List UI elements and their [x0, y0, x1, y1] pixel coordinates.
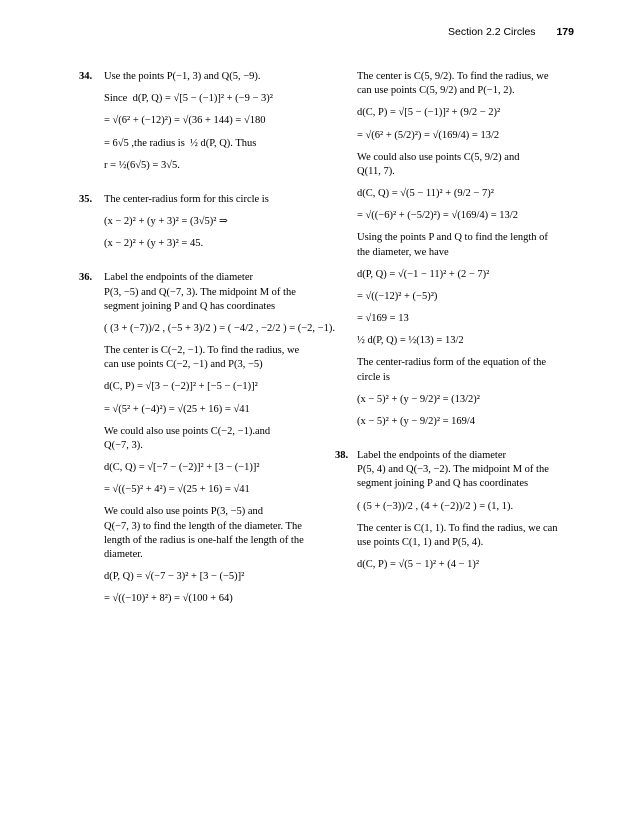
math-line: = √(5² + (−4)²) = √(25 + 16) = √41: [104, 403, 250, 415]
problem-text: The center-radius form for this circle is: [104, 193, 269, 205]
math-line: = 6√5 ,the radius is ½ d(P, Q). Thus: [104, 137, 257, 149]
problem-number: 38.: [335, 450, 349, 462]
math-line: d(P, Q) = √(−7 − 3)² + [3 − (−5)]²: [104, 571, 245, 583]
problem-block: [357, 70, 587, 429]
math-line: We could also use points C(−2, −1).and Q(−7, 3).: [104, 425, 271, 451]
math-line: = √((−6)² + (−5/2)²) = √(169/4) = 13/2: [357, 210, 518, 222]
problem-text: Label the endpoints of the diameter P(3, −5) and Q(−7, 3). The midpoint M of the segment joining P and Q has coordinates: [104, 272, 296, 312]
problem-text: The center is C(5, 9/2). To find the radius, we can use points C(5, 9/2) and P(−1, 2).: [357, 71, 549, 97]
math-line: = √((−12)² + (−5)²): [357, 290, 438, 302]
problem-number: 36.: [79, 272, 93, 284]
math-line: ½ d(P, Q) = ½(13) = 13/2: [357, 335, 464, 347]
math-line: The center is C(−2, −1). To find the radius, we can use points C(−2, −1) and P(3, −5): [104, 345, 300, 371]
left-column: [79, 70, 335, 626]
math-line: (x − 5)² + (y − 9/2)² = (13/2)²: [357, 393, 480, 405]
section-title: Section 2.2 Circles: [448, 26, 536, 38]
right-column: [335, 70, 587, 592]
problem-text: Label the endpoints of the diameter P(5, 4) and Q(−3, −2). The midpoint M of the segment joining P and Q has coordinates: [357, 450, 549, 490]
math-line: d(C, P) = √[3 − (−2)]² + [−5 − (−1)]²: [104, 381, 258, 393]
math-line: d(C, P) = √(5 − 1)² + (4 − 1)²: [357, 559, 480, 571]
math-line: = √((−10)² + 8²) = √(100 + 64): [104, 593, 233, 605]
math-line: d(P, Q) = √(−1 − 11)² + (2 − 7)²: [357, 268, 490, 280]
problem-text: Use the points P(−1, 3) and Q(5, −9).: [104, 71, 261, 82]
math-line: (x − 2)² + (y + 3)² = (3√5)² ⇒: [104, 216, 228, 228]
math-line: d(C, Q) = √(5 − 11)² + (9/2 − 7)²: [357, 188, 494, 200]
math-line: (x − 5)² + (y − 9/2)² = 169/4: [357, 415, 476, 427]
math-line: ( (3 + (−7))/2 , (−5 + 3)/2 ) = ( −4/2 , −2/2 ) = (−2, −1).: [104, 322, 335, 334]
math-line: We could also use points P(3, −5) and Q(−7, 3) to find the length of the diameter. The length of the radius is one-half the length of the diameter.: [104, 506, 304, 560]
math-line: = √(6² + (5/2)²) = √(169/4) = 13/2: [357, 129, 500, 141]
page-header: [448, 26, 574, 38]
math-line: d(C, P) = √[5 − (−1)]² + (9/2 − 2)²: [357, 107, 501, 119]
problem-number: 34.: [79, 71, 93, 82]
math-line: (x − 2)² + (y + 3)² = 45.: [104, 238, 204, 250]
problem-block: [79, 271, 335, 606]
math-line: The center-radius form of the equation of the circle is: [357, 357, 547, 383]
math-line: ( (5 + (−3))/2 , (4 + (−2))/2 ) = (1, 1).: [357, 500, 514, 512]
math-line: We could also use points C(5, 9/2) and Q(11, 7).: [357, 151, 520, 177]
math-line: r = ½(6√5) = 3√5.: [104, 159, 180, 171]
math-line: = √169 = 13: [357, 313, 409, 325]
math-line: The center is C(1, 1). To find the radius, we can use points C(1, 1) and P(5, 4).: [357, 522, 558, 548]
problem-number: 35.: [79, 193, 93, 205]
problem-block: [79, 70, 332, 173]
problem-block: [79, 193, 332, 252]
math-line: = √((−5)² + 4²) = √(25 + 16) = √41: [104, 484, 250, 496]
page-number: 179: [556, 26, 574, 38]
math-line: Since d(P, Q) = √[5 − (−1)]² + (−9 − 3)²: [104, 93, 273, 105]
math-line: = √(6² + (−12)²) = √(36 + 144) = √180: [104, 115, 266, 127]
math-line: Using the points P and Q to find the length of the diameter, we have: [357, 232, 548, 258]
math-line: d(C, Q) = √[−7 − (−2)]² + [3 − (−1)]²: [104, 462, 260, 474]
problem-block: [335, 449, 587, 572]
